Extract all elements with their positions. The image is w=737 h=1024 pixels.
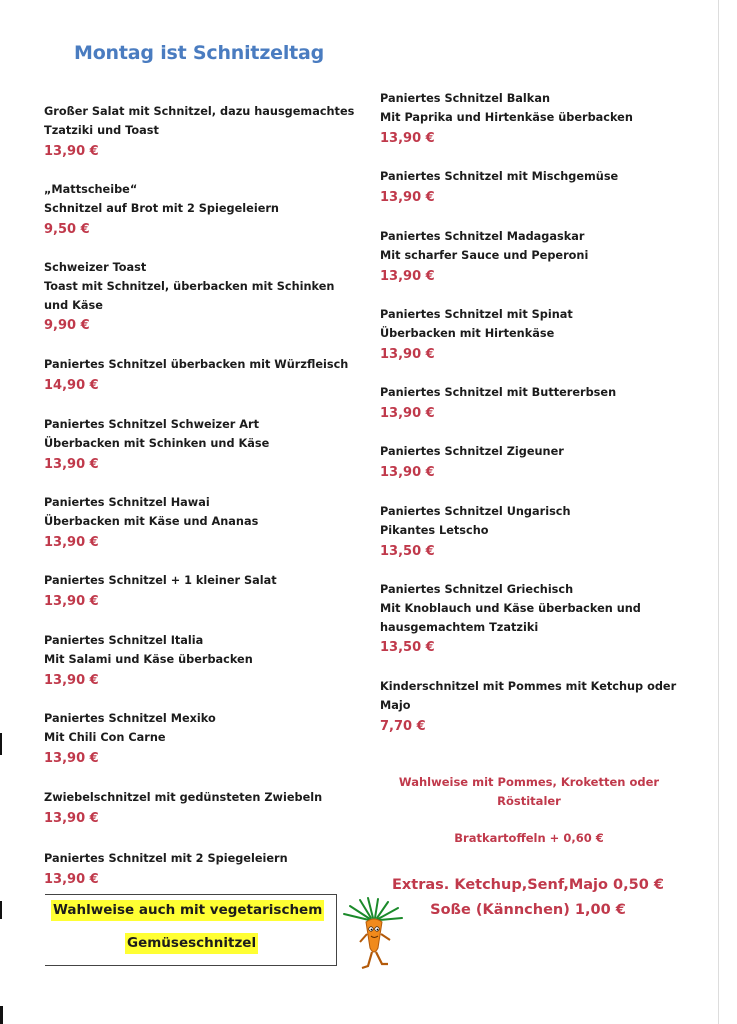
menu-item — [44, 356, 349, 396]
menu-item-line: Pikantes Letscho — [380, 523, 489, 537]
menu-item-line: Überbacken mit Käse und Ananas — [44, 514, 259, 528]
menu-item-price: 13,90 € — [380, 130, 435, 146]
menu-item-price: 13,90 € — [44, 534, 99, 550]
menu-item-line: Schweizer Toast — [44, 261, 147, 274]
carrot-mascot-icon — [338, 896, 404, 974]
menu-item-line: Paniertes Schnitzel mit Buttererbsen — [380, 386, 617, 399]
menu-item — [380, 228, 680, 287]
menu-item — [380, 306, 680, 365]
surcharge-note: Bratkartoffeln + 0,60 € — [454, 831, 604, 845]
menu-item-price: 13,90 € — [44, 456, 99, 472]
menu-item-line: „Mattscheibe“ — [44, 183, 138, 196]
side-dish-note-line1: Wahlweise mit Pommes, Kroketten oder — [398, 775, 660, 789]
scan-edge — [718, 0, 719, 1024]
menu-item-line: Überbacken mit Hirtenkäse — [380, 326, 555, 340]
menu-item-price: 13,90 € — [44, 750, 99, 766]
menu-item-line: Tzatziki und Toast — [44, 123, 159, 137]
menu-item — [44, 259, 344, 336]
extras-line2: Soße (Kännchen) 1,00 € — [430, 902, 626, 918]
menu-item-price: 13,90 € — [380, 464, 435, 480]
menu-item-line: Paniertes Schnitzel mit 2 Spiegeleiern — [44, 852, 288, 865]
menu-item-line: Kinderschnitzel mit Pommes mit Ketchup oder — [380, 680, 677, 693]
menu-item — [44, 494, 344, 553]
menu-item-price: 7,70 € — [380, 718, 426, 734]
scan-mark — [0, 733, 2, 755]
menu-item-price: 14,90 € — [44, 377, 99, 393]
menu-item-price: 13,50 € — [380, 640, 435, 656]
menu-item-line: Paniertes Schnitzel Griechisch — [380, 583, 574, 596]
menu-item — [44, 572, 344, 612]
menu-item — [380, 168, 680, 208]
menu-item-line: Mit Knoblauch und Käse überbacken und — [380, 601, 641, 615]
vegetarian-line2: Gemüseschnitzel — [125, 933, 258, 954]
menu-item-price: 13,90 € — [44, 593, 99, 609]
scan-mark — [0, 901, 2, 919]
menu-item — [380, 581, 680, 658]
menu-item — [44, 632, 344, 691]
menu-item-line: Paniertes Schnitzel mit Spinat — [380, 308, 573, 321]
menu-item-line: Toast mit Schnitzel, überbacken mit Schinken — [44, 279, 335, 293]
menu-item-line: Großer Salat mit Schnitzel, dazu hausgemachtes — [44, 105, 355, 118]
menu-item-price: 13,90 € — [44, 672, 99, 688]
menu-item-line: Paniertes Schnitzel Hawai — [44, 496, 210, 509]
menu-item-line: Mit Chili Con Carne — [44, 730, 166, 744]
menu-item — [44, 181, 344, 240]
menu-item — [44, 103, 355, 162]
menu-item-line: Paniertes Schnitzel Ungarisch — [380, 505, 571, 518]
menu-item-price: 13,90 € — [380, 346, 435, 362]
menu-item-line: Paniertes Schnitzel Schweizer Art — [44, 418, 259, 431]
menu-item-line: Schnitzel auf Brot mit 2 Spiegeleiern — [44, 201, 279, 215]
menu-item-line: Paniertes Schnitzel Balkan — [380, 92, 550, 105]
menu-item-price: 9,90 € — [44, 318, 90, 334]
menu-item-line: Paniertes Schnitzel Mexiko — [44, 712, 216, 725]
menu-item-price: 13,90 € — [44, 143, 99, 159]
menu-item — [44, 850, 344, 890]
menu-item-line: Paniertes Schnitzel überbacken mit Würzfleisch — [44, 358, 349, 371]
menu-item-line: Paniertes Schnitzel mit Mischgemüse — [380, 170, 619, 183]
menu-item-line: Überbacken mit Schinken und Käse — [44, 436, 270, 450]
extras-line1: Extras. Ketchup,Senf,Majo 0,50 € — [392, 877, 664, 893]
menu-item-price: 13,90 € — [44, 810, 99, 826]
menu-item-line: Paniertes Schnitzel + 1 kleiner Salat — [44, 574, 277, 587]
menu-item-line: Paniertes Schnitzel Madagaskar — [380, 230, 585, 243]
menu-item-line: Majo — [380, 698, 411, 712]
extras-note — [378, 873, 678, 923]
menu-item-line: Mit Paprika und Hirtenkäse überbacken — [380, 110, 633, 124]
side-dish-note-line2: Röstitaler — [497, 794, 561, 808]
side-dish-note — [378, 773, 680, 811]
menu-item-line: Paniertes Schnitzel Zigeuner — [380, 445, 564, 458]
menu-item — [380, 503, 680, 562]
menu-item-price: 13,90 € — [380, 268, 435, 284]
menu-item-price: 13,50 € — [380, 543, 435, 559]
menu-item — [44, 710, 344, 769]
menu-item-line: Mit scharfer Sauce und Peperoni — [380, 248, 589, 262]
scan-mark — [0, 1006, 3, 1024]
menu-item — [380, 90, 680, 149]
menu-item-price: 13,90 € — [44, 871, 99, 887]
menu-item — [380, 384, 680, 424]
menu-item-price: 13,90 € — [380, 189, 435, 205]
menu-item-line: und Käse — [44, 298, 103, 312]
menu-item-line: Zwiebelschnitzel mit gedünsteten Zwiebeln — [44, 791, 323, 804]
menu-item — [380, 678, 680, 737]
vegetarian-line1: Wahlweise auch mit vegetarischem — [51, 900, 324, 921]
menu-item-line: Mit Salami und Käse überbacken — [44, 652, 253, 666]
menu-item-price: 9,50 € — [44, 221, 90, 237]
menu-item-line: Paniertes Schnitzel Italia — [44, 634, 204, 647]
menu-item — [44, 416, 344, 475]
menu-item — [380, 443, 680, 483]
menu-item — [44, 789, 344, 829]
page-title: Montag ist Schnitzeltag — [74, 42, 325, 64]
menu-item-price: 13,90 € — [380, 405, 435, 421]
menu-item-line: hausgemachtem Tzatziki — [380, 620, 539, 634]
